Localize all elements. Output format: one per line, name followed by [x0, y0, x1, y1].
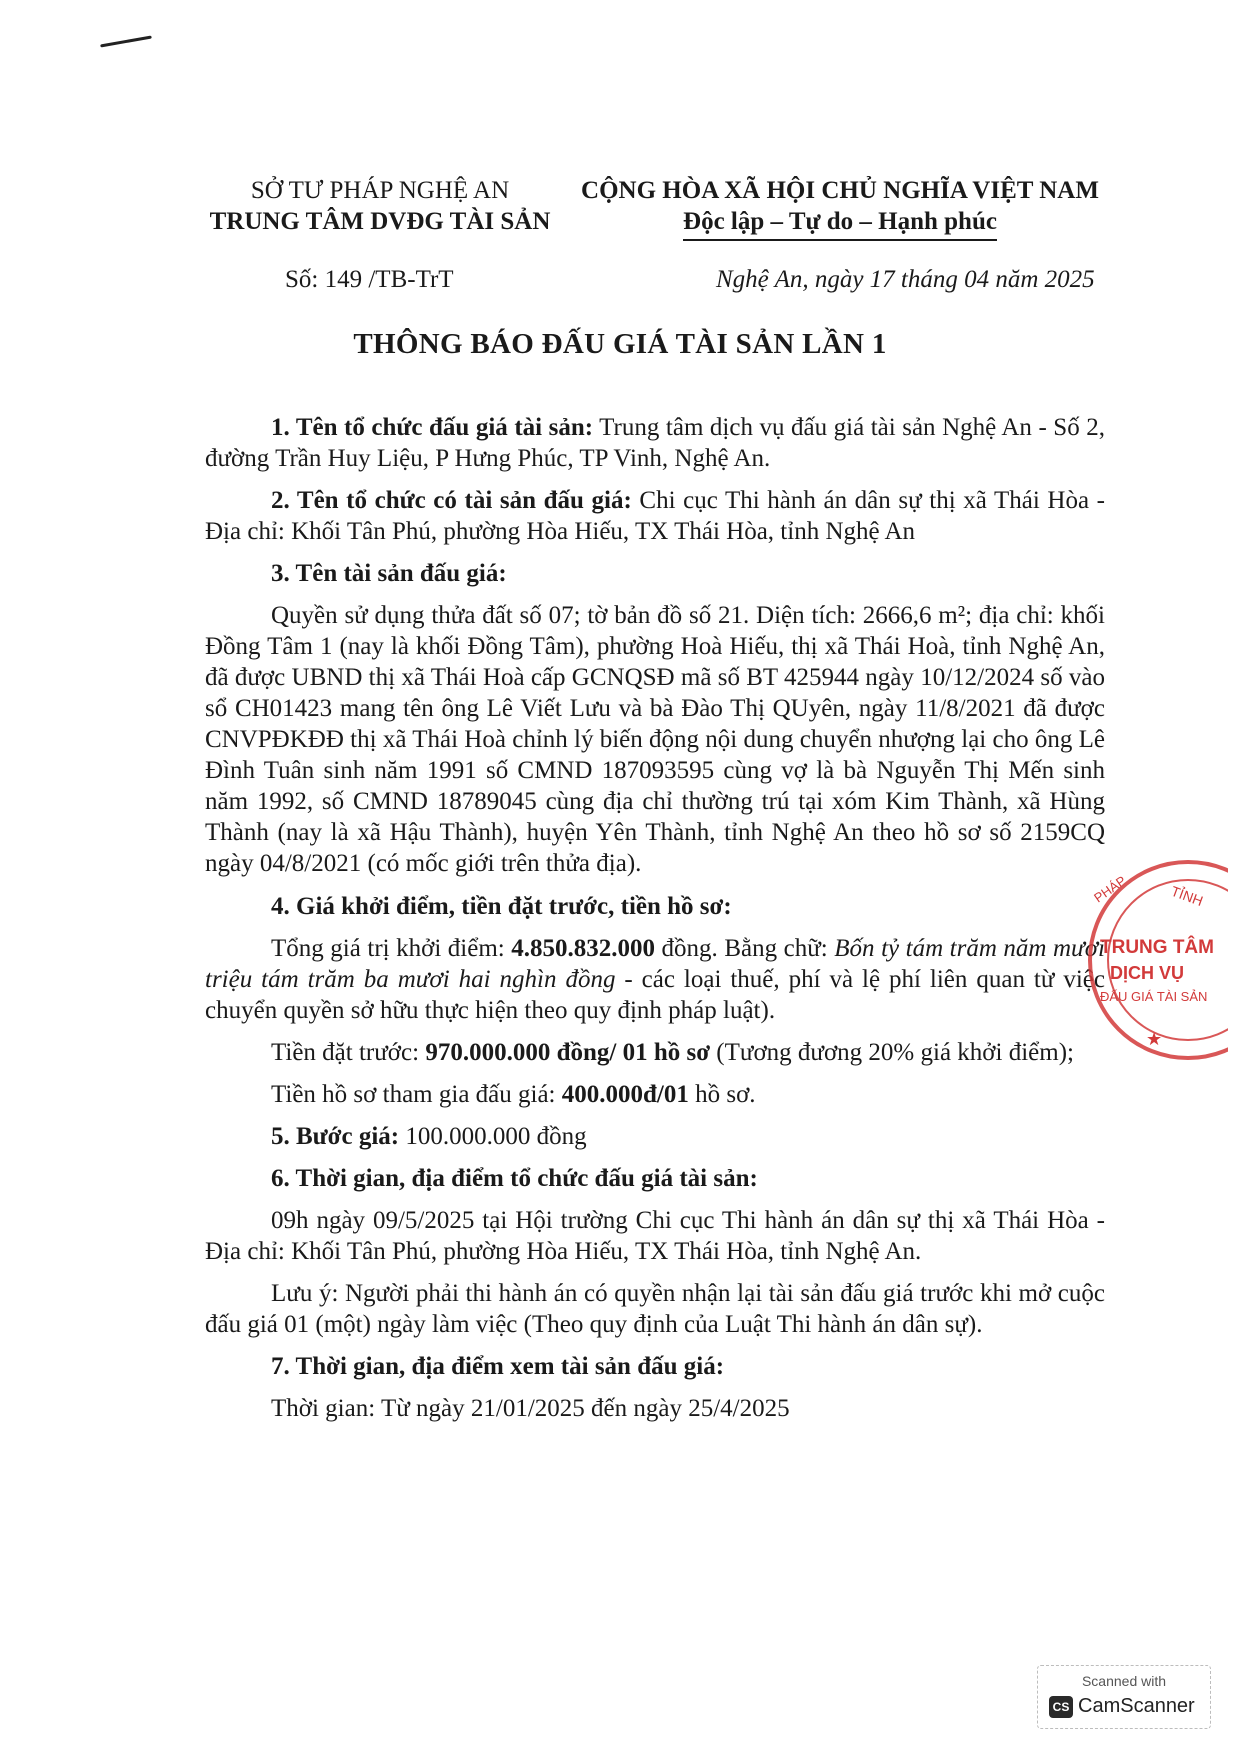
deposit-prefix: Tiền đặt trước:	[271, 1039, 426, 1066]
section-1	[205, 412, 1105, 474]
starting-price	[205, 933, 1105, 1026]
starting-price-mid: đồng. Bằng chữ:	[655, 935, 835, 962]
stamp-line1: TRUNG TÂM	[1100, 937, 1214, 958]
nation-name: CỘNG HÒA XÃ HỘI CHỦ NGHĨA VIỆT NAM	[581, 177, 1099, 204]
section-6-label: 6. Thời gian, địa điểm tổ chức đấu giá tài sản:	[271, 1165, 758, 1192]
deposit-suffix: (Tương đương 20% giá khởi điểm);	[710, 1039, 1074, 1066]
section-4-heading	[205, 891, 1105, 922]
issuer-line2: TRUNG TÂM DVĐG TÀI SẢN	[209, 208, 551, 235]
issuer-header	[190, 176, 570, 238]
section-6-text: 09h ngày 09/5/2025 tại Hội trường Chi cục Thi hành án dân sự thị xã Thái Hòa - Địa chỉ: Khối Tân Phú, phường Hòa Hiếu, TX Thái Hòa, tỉnh Nghệ An.	[205, 1207, 1105, 1265]
section-3-text: Quyền sử dụng thửa đất số 07; tờ bản đồ số 21. Diện tích: 2666,6 m²; địa chỉ: khối Đồng Tâm 1 (nay là khối Đồng Tâm), phường Hoà Hiếu, thị xã Thái Hoà, tỉnh Nghệ An, đã được UBND thị xã Thái Hoà cấp GCNQSĐ mã số BT 425944 ngày 10/12/2024 số vào sổ CH01423 mang tên ông Lê Viết Lưu và bà Đào Thị QUyên, ngày 11/8/2021 đã được CNVPĐKĐĐ thị xã Thái Hoà chỉnh lý biến động nội dung chuyển nhượng lại cho ông Lê Đình Tuân sinh năm 1991 số CMND 187093595 cùng vợ là bà Nguyễn Thị Mến sinh năm 1992, số CMND 18789045 cùng địa chỉ thường trú tại xóm Kim Thành, xã Hùng Thành (nay là xã Hậu Thành), huyện Yên Thành, tỉnh Nghệ An theo hồ sơ số 2159CQ ngày 04/8/2021 (có mốc giới trên thửa địa).	[205, 602, 1105, 877]
section-7-label: 7. Thời gian, địa điểm xem tài sản đấu giá:	[271, 1353, 725, 1380]
star-icon: ★	[1146, 1029, 1163, 1050]
stamp-text-top: TỈNH	[1168, 882, 1206, 909]
document-body	[205, 412, 1105, 1435]
document-number: Số: 149 /TB-TrT	[285, 266, 454, 293]
issuer-line1: SỞ TƯ PHÁP NGHỆ AN	[250, 177, 510, 204]
stamp-line2: DỊCH VỤ	[1110, 963, 1185, 983]
starting-price-value: 4.850.832.000	[511, 935, 656, 962]
fee-suffix: hồ sơ.	[688, 1081, 756, 1108]
camscanner-brand: CamScanner	[1078, 1695, 1195, 1717]
fee-value: 400.000đ/01	[561, 1081, 689, 1108]
section-6-heading	[205, 1163, 1105, 1194]
starting-price-prefix: Tổng giá trị khởi điểm:	[271, 935, 512, 962]
national-motto: Độc lập – Tự do – Hạnh phúc	[683, 206, 997, 241]
deposit	[205, 1037, 1105, 1068]
section-1-text: Trung tâm dịch vụ đấu giá tài sản Nghệ An - Số 2, đường Trần Huy Liệu, P Hưng Phúc, TP Vinh, Nghệ An.	[205, 414, 1105, 472]
application-fee	[205, 1079, 1105, 1110]
national-header	[560, 176, 1120, 241]
section-5-label: 5. Bước giá:	[271, 1123, 400, 1150]
red-seal-stamp	[1078, 855, 1228, 1065]
section-3-heading	[205, 558, 1105, 589]
fee-prefix: Tiền hồ sơ tham gia đấu giá:	[271, 1081, 562, 1108]
section-5	[205, 1121, 1105, 1152]
scanned-with-text: Scanned with	[1081, 1673, 1167, 1689]
stamp-line3: ĐẤU GIÁ TÀI SẢN	[1100, 989, 1208, 1004]
section-7-heading	[205, 1351, 1105, 1382]
section-6-note: Lưu ý: Người phải thi hành án có quyền nhận lại tài sản đấu giá trước khi mở cuộc đấu giá 01 (một) ngày làm việc (Theo quy định của Luật Thi hành án dân sự).	[205, 1280, 1105, 1338]
starting-price-suffix: - các loại thuế, phí và lệ phí liên quan từ việc chuyển quyền sở hữu thực hiện theo quy định pháp luật).	[205, 966, 1105, 1024]
section-2	[205, 485, 1105, 547]
document-title: THÔNG BÁO ĐẤU GIÁ TÀI SẢN LẦN 1	[353, 328, 887, 360]
section-7-text: Thời gian: Từ ngày 21/01/2025 đến ngày 25/4/2025	[271, 1395, 790, 1422]
section-2-label: 2. Tên tổ chức có tài sản đấu giá:	[271, 487, 632, 514]
section-5-text: 100.000.000 đồng	[399, 1123, 587, 1150]
section-1-label: 1. Tên tổ chức đấu giá tài sản:	[271, 414, 594, 441]
document-date: Nghệ An, ngày 17 tháng 04 năm 2025	[716, 266, 1095, 293]
deposit-value: 970.000.000 đồng/ 01 hồ sơ	[425, 1039, 711, 1066]
section-3-label: 3. Tên tài sản đấu giá:	[271, 560, 507, 587]
starting-price-words: Bốn tỷ tám trăm năm mươi triệu tám trăm ba mươi hai nghìn đồng	[205, 935, 1105, 993]
stamp-text-left: PHÁP	[1091, 872, 1129, 906]
section-2-text: Chi cục Thi hành án dân sự thị xã Thái Hòa - Địa chỉ: Khối Tân Phú, phường Hòa Hiếu, TX Thái Hòa, tỉnh Nghệ An	[205, 487, 1105, 545]
pen-stroke-mark	[100, 36, 152, 48]
camscanner-logo-icon: CS	[1049, 1696, 1073, 1718]
camscanner-watermark	[1037, 1665, 1211, 1729]
section-4-label: 4. Giá khởi điểm, tiền đặt trước, tiền hồ sơ:	[271, 893, 732, 920]
